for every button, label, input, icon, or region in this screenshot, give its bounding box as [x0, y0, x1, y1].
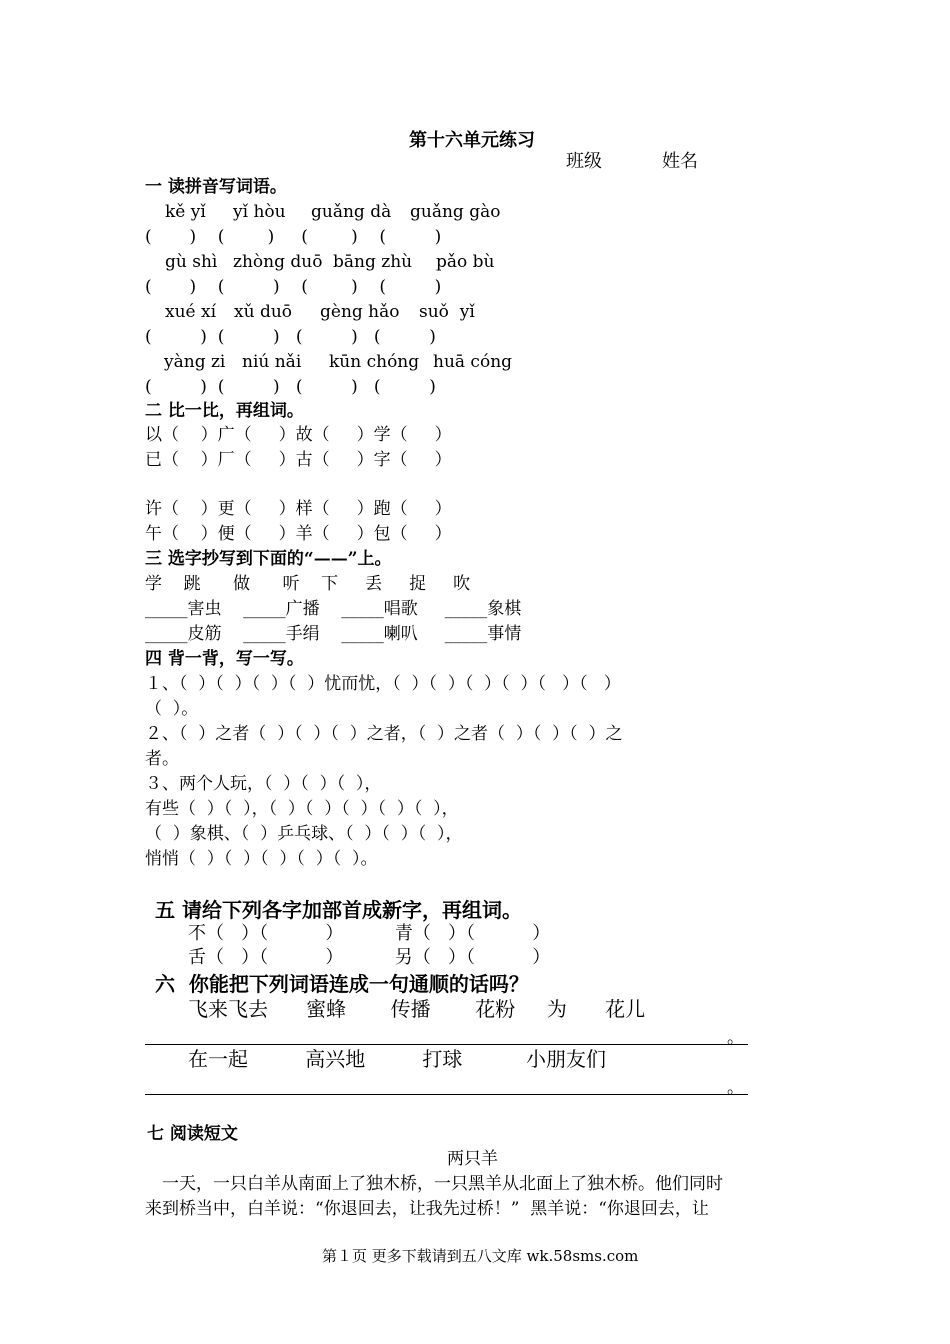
pinyin: gù shì [165, 252, 218, 272]
answer-blanks: ( ) ( ) ( ) ( ) [145, 377, 436, 397]
compare-line: 以（ ）广（ ）故（ ）学（ ） [145, 425, 452, 445]
pinyin: guǎng dà [311, 202, 392, 222]
recite-line: ３、两个人玩，（ ）（ ）（ ）， [145, 774, 382, 794]
pinyin: zhòng duō [233, 252, 323, 272]
compare-line: 已（ ）厂（ ）古（ ）字（ ） [145, 450, 452, 470]
char-choices: 学 跳 做 听 下 丢 捉 吹 [145, 574, 471, 594]
recite-line: 悄悄（ ）（ ）（ ）（ ）（ ）。 [145, 849, 378, 869]
pinyin: niú nǎi [242, 352, 302, 372]
pinyin: gèng hǎo [320, 302, 400, 322]
recite-line: １、（ ）（ ）（ ）（ ）忧而忧，（ ）（ ）（ ）（ ）（ ）（ ） [145, 674, 621, 694]
pinyin: xǔ duō [234, 302, 293, 322]
pinyin: suǒ yǐ [419, 302, 475, 322]
pinyin: yàng zi [164, 352, 226, 372]
name-label: 姓名 [662, 151, 698, 172]
pinyin: kūn chóng [329, 352, 420, 372]
recite-line: （ ）。 [145, 699, 199, 719]
recite-line: 有些（ ）（ ），（ ）（ ）（ ）（ ）（ ）， [145, 799, 459, 819]
section-5-heading: 五 请给下列各字加部首成新字，再组词。 [155, 898, 522, 922]
compare-line: 许（ ）更（ ）样（ ）跑（ ） [145, 499, 452, 519]
radical-line: 不（ ）（ ） 青（ ）（ ） [188, 923, 551, 944]
page-title: 第十六单元练习 [409, 130, 535, 151]
compare-line: 午（ ）便（ ）羊（ ）包（ ） [145, 524, 452, 544]
period-mark: 。 [727, 1028, 744, 1048]
word-list: 在一起 高兴地 打球 小朋友们 [188, 1047, 607, 1071]
answer-line [145, 1094, 748, 1095]
recite-line: （ ）象棋、（ ）乒乓球、（ ）（ ）（ ）， [145, 824, 463, 844]
section-6-heading: 六 你能把下列词语连成一句通顺的话吗？ [155, 972, 529, 996]
section-7-heading: 七 阅读短文 [147, 1124, 238, 1144]
answer-blanks: ( ) ( ) ( ) ( ) [145, 327, 436, 347]
section-2-heading: 二 比一比，再组词。 [145, 401, 304, 421]
pinyin: pǎo bù [436, 252, 495, 272]
class-label: 班级 [566, 151, 602, 172]
story-title: 两只羊 [447, 1149, 498, 1169]
fill-line: _____害虫 _____广播 _____唱歌 _____象棋 [145, 599, 522, 619]
section-4-heading: 四 背一背，写一写。 [145, 649, 304, 669]
radical-line: 舌（ ）（ ） 另（ ）（ ） [188, 947, 551, 968]
recite-line: 者。 [145, 749, 179, 769]
recite-line: ２、（ ）之者（ ）（ ）（ ）之者，（ ）之者（ ）（ ）（ ）之 [145, 724, 623, 744]
section-3-heading: 三 选字抄写到下面的“——”上。 [145, 549, 392, 569]
pinyin: yǐ hòu [233, 202, 286, 222]
section-1-heading: 一 读拼音写词语。 [145, 177, 287, 197]
period-mark: 。 [727, 1078, 744, 1098]
pinyin: bāng zhù [333, 252, 413, 272]
answer-blanks: ( ) ( ) ( ) ( ) [145, 277, 442, 297]
pinyin: guǎng gào [410, 202, 501, 222]
story-paragraph: 来到桥当中，白羊说：“你退回去，让我先过桥！” 黑羊说：“你退回去，让 [145, 1199, 709, 1219]
page-footer: 第１页 更多下载请到五八文库 wk.58sms.com [322, 1247, 639, 1265]
pinyin: kě yǐ [165, 202, 206, 222]
story-paragraph: 一天，一只白羊从南面上了独木桥，一只黑羊从北面上了独木桥。他们同时 [162, 1174, 723, 1194]
pinyin: huā cóng [433, 352, 513, 372]
pinyin: xué xí [165, 302, 217, 322]
fill-line: _____皮筋 _____手绢 _____喇叭 _____事情 [145, 624, 522, 644]
answer-blanks: ( ) ( ) ( ) ( ) [145, 227, 442, 247]
word-list: 飞来飞去 蜜蜂 传播 花粉 为 花儿 [188, 997, 646, 1021]
answer-line [145, 1044, 748, 1045]
